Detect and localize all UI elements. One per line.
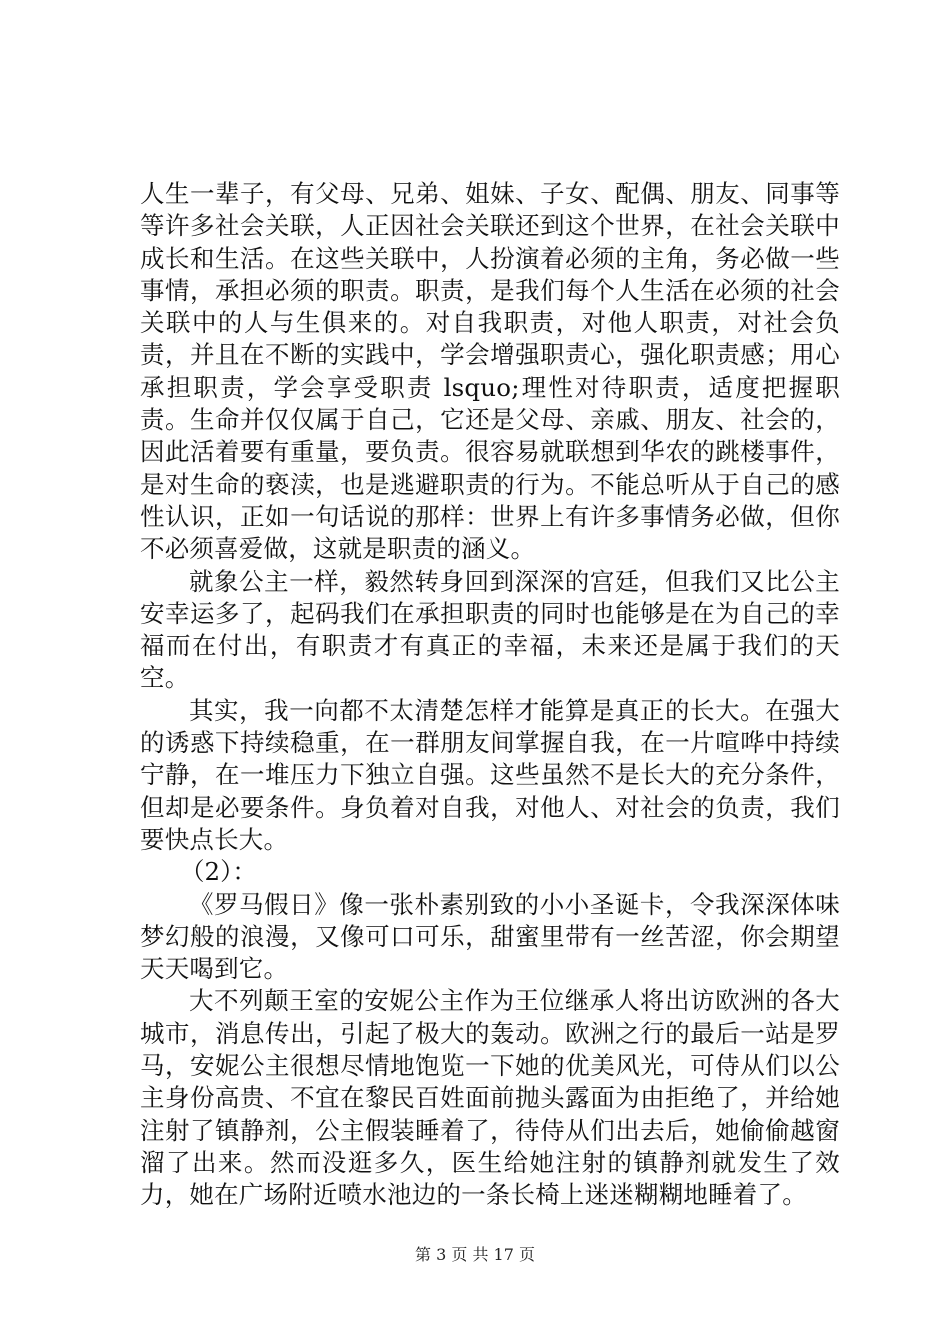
page-footer	[0, 1242, 950, 1265]
paragraph-growing-up: 其实，我一向都不太清楚怎样才能算是真正的长大。在强大的诱惑下持续稳重，在一群朋友间掌握自我，在一片喧哗中持续宁静，在一堆压力下独立自强。这些虽然不是长大的充分条件，但却是必要条件。身负着对自我，对他人、对社会的负责，我们要快点长大。	[140, 695, 840, 854]
paragraph-plot-summary: 大不列颠王室的安妮公主作为王位继承人将出访欧洲的各大城市，消息传出，引起了极大的轰动。欧洲之行的最后一站是罗马，安妮公主很想尽情地饱览一下她的优美风光，可侍从们以公主身份高贵、不宜在黎民百姓面前抛头露面为由拒绝了，并给她注射了镇静剂，公主假装睡着了，待侍从们出去后，她偷偷越窗溜了出来。然而没逛多久，医生给她注射的镇静剂就发生了效力，她在广场附近喷水池边的一条长椅上迷迷糊糊地睡着了。	[140, 986, 840, 1210]
page-number-label: 第 3 页 共 17 页	[415, 1245, 535, 1264]
paragraph-responsibility: 人生一辈子，有父母、兄弟、姐妹、子女、配偶、朋友、同事等等许多社会关联，人正因社会关联还到这个世界，在社会关联中成长和生活。在这些关联中，人扮演着必须的主角，务必做一些事情，承担必须的职责。职责，是我们每个人生活在必须的社会关联中的人与生俱来的。对自我职责，对他人职责，对社会负责，并且在不断的实践中，学会增强职责心，强化职责感；用心承担职责，学会享受职责 lsquo;理性对待职责，适度把握职责。生命并仅仅属于自己，它还是父母、亲戚、朋友、社会的，因此活着要有重量，要负责。很容易就联想到华农的跳楼事件，是对生命的亵渎，也是逃避职责的行为。不能总听从于自己的感性认识，正如一句话说的那样：世界上有许多事情务必做，但你不必须喜爱做，这就是职责的涵义。	[140, 179, 840, 564]
paragraph-roman-holiday: 《罗马假日》像一张朴素别致的小小圣诞卡，令我深深体味梦幻般的浪漫，又像可口可乐，甜蜜里带有一丝苦涩，你会期望天天喝到它。	[140, 889, 840, 984]
paragraph-princess: 就象公主一样，毅然转身回到深深的宫廷，但我们又比公主安幸运多了，起码我们在承担职责的同时也能够是在为自己的幸福而在付出，有职责才有真正的幸福，未来还是属于我们的天空。	[140, 566, 840, 693]
section-heading: （2）：	[180, 857, 257, 887]
document-body	[140, 178, 840, 1212]
